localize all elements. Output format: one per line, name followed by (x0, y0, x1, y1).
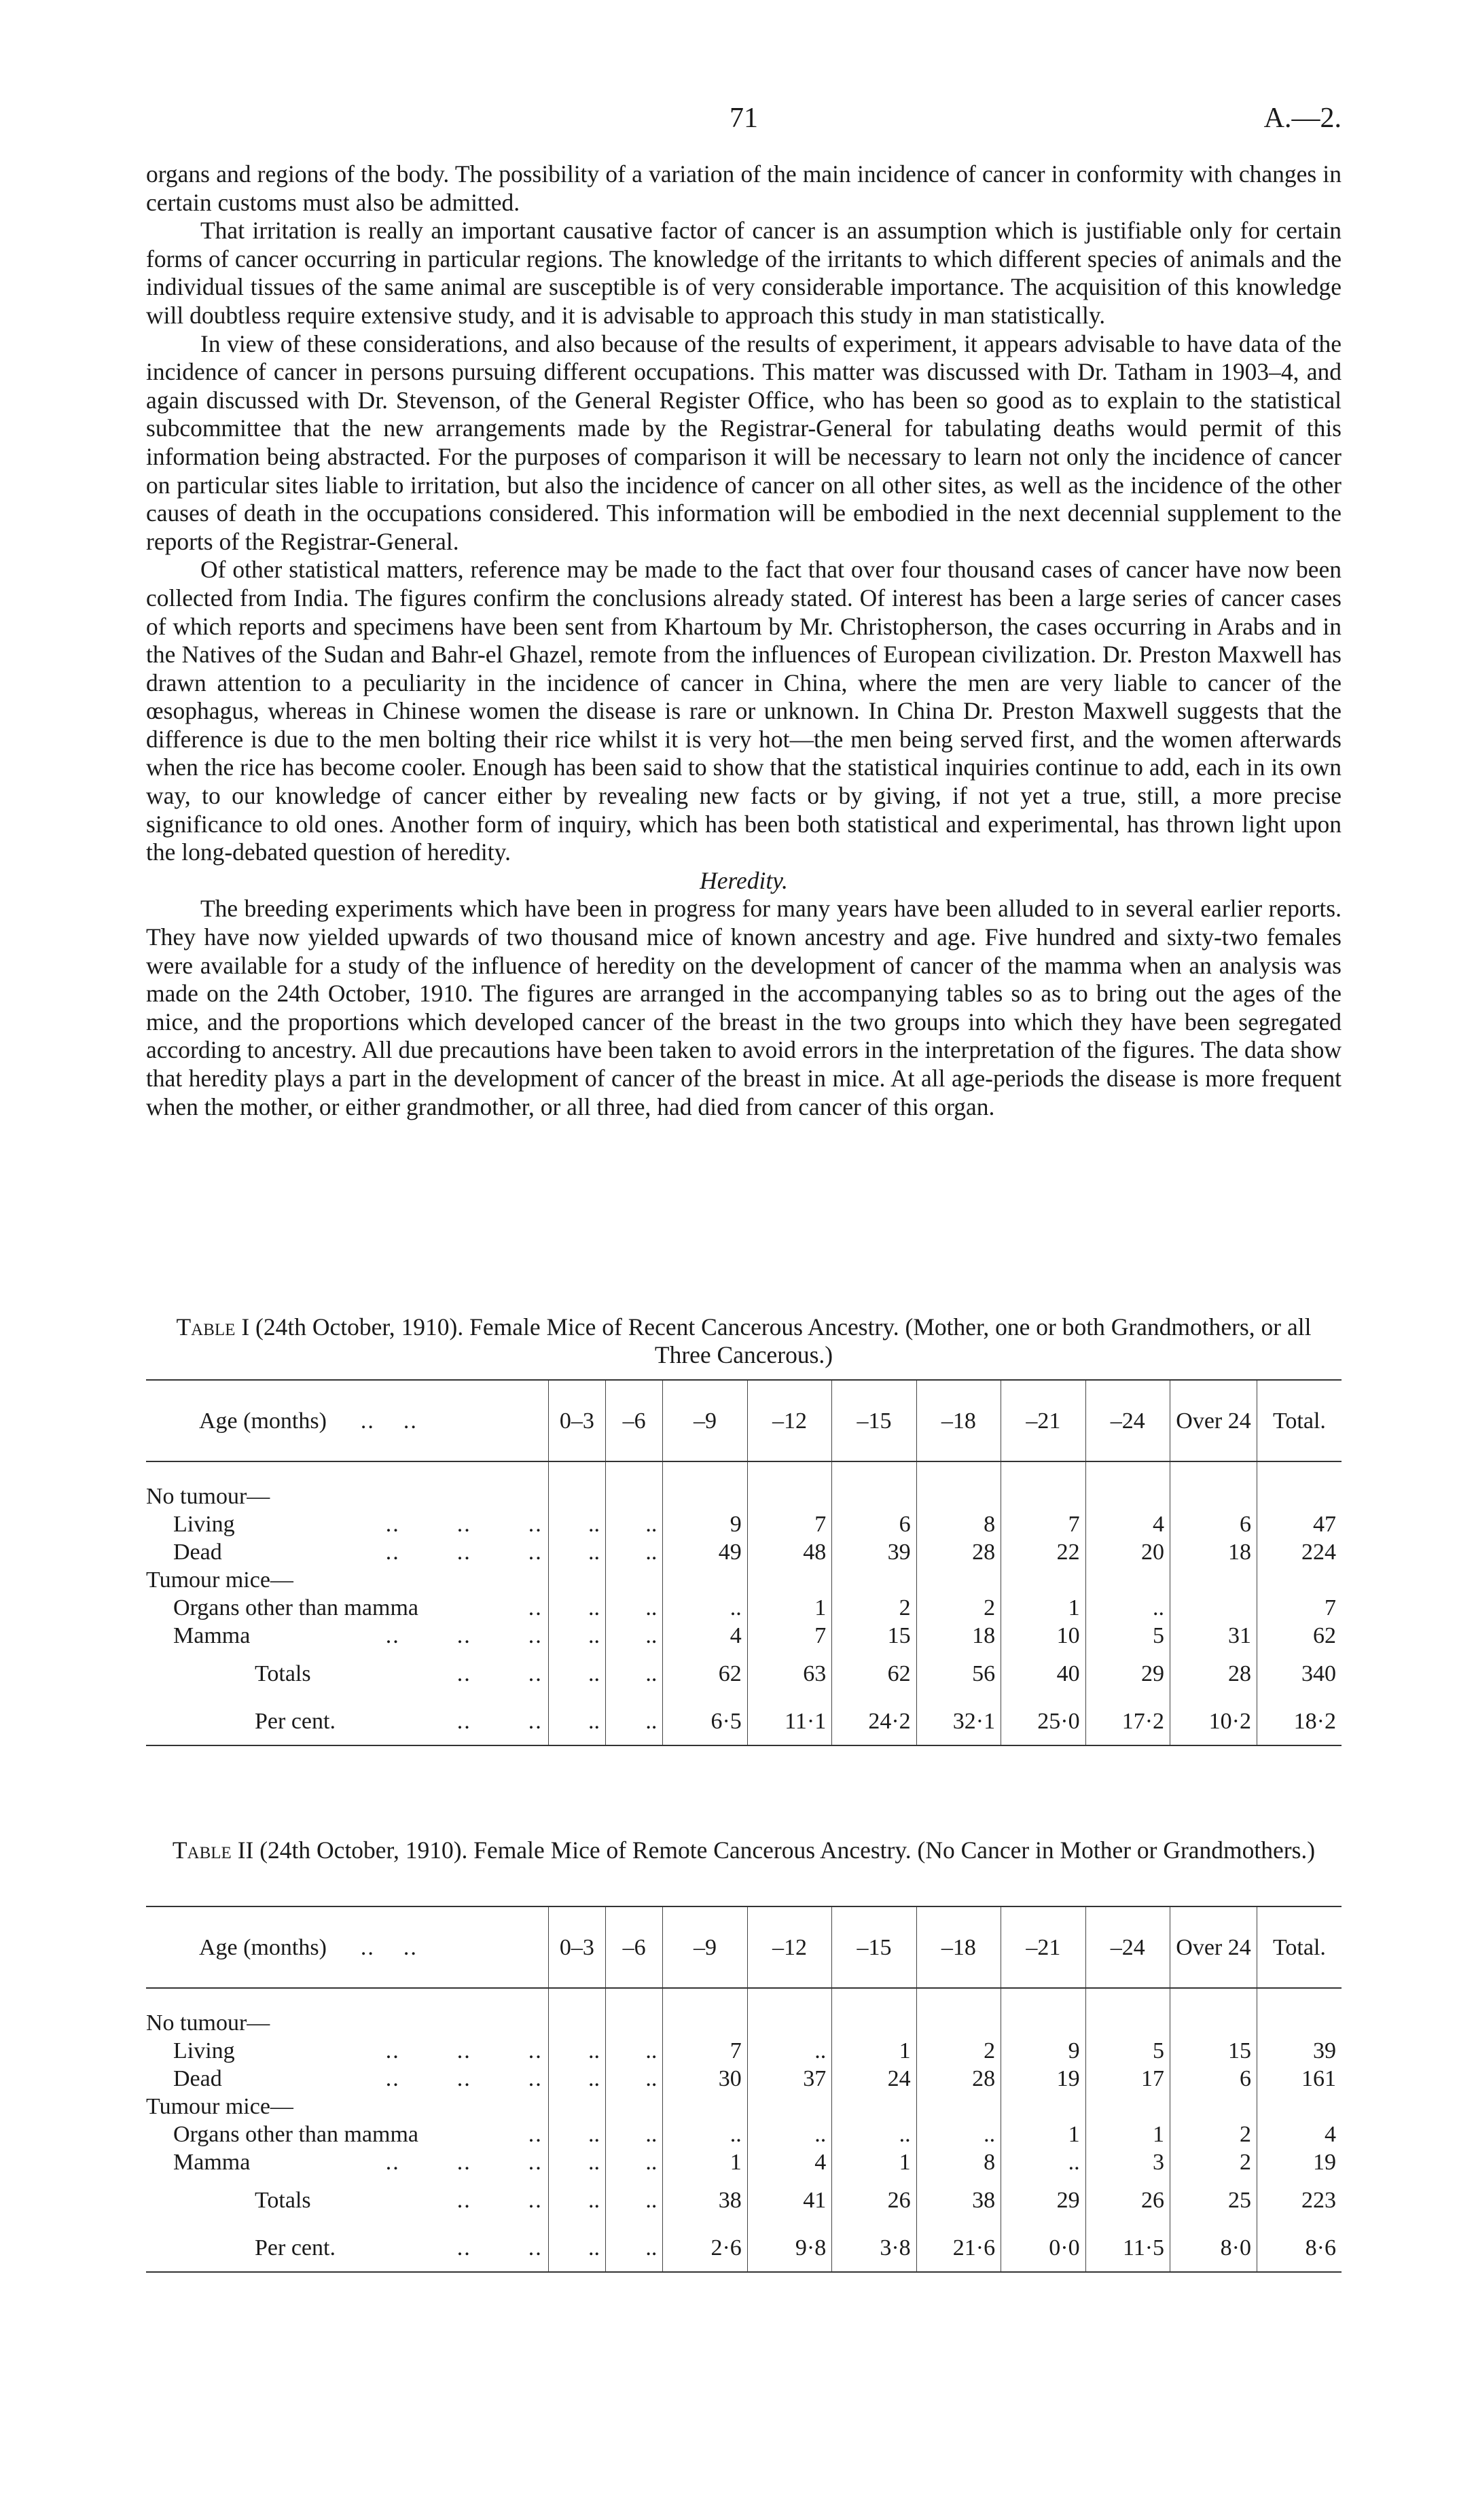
table-cell: 26 (832, 2176, 916, 2224)
table-cell: 6 (1170, 2065, 1257, 2093)
table-cell: 8 (916, 2148, 1001, 2176)
section-heading: Heredity. (700, 866, 788, 894)
table-cell: .. (606, 1622, 663, 1650)
table1-row-totals: Totals .. .. .. .. 62 63 62 56 40 29 28 340 (146, 1650, 1342, 1697)
table-cell: 223 (1257, 2176, 1342, 2224)
table-cell: 9·8 (747, 2224, 831, 2272)
table2-age-label: Age (months) .. .. (146, 1906, 548, 1988)
table-cell: 28 (1170, 1650, 1257, 1697)
table-cell: Tumour mice— (146, 1567, 293, 1593)
table-cell: 39 (1257, 2037, 1342, 2065)
table-cell: 4 (1085, 1510, 1170, 1538)
table-cell: 10 (1001, 1622, 1085, 1650)
body-text (146, 160, 1342, 1121)
table1-col-header: 0–3 (548, 1380, 605, 1461)
table-cell: .. (548, 2176, 605, 2224)
table-cell: 2 (832, 1594, 916, 1622)
table2-group-no-tumour (146, 2009, 1342, 2037)
table-cell: 56 (916, 1650, 1001, 1697)
table2-row-organs: Organs other than mamma .. .. .. .. .. .. .. 1 1 2 4 (146, 2120, 1342, 2148)
table-cell: 8 (916, 1510, 1001, 1538)
table-cell: .. (832, 2120, 916, 2148)
table-cell: .. (606, 2120, 663, 2148)
table-cell: 1 (832, 2037, 916, 2065)
table-cell: .. (548, 2120, 605, 2148)
table1-col-header: –12 (747, 1380, 831, 1461)
table-cell: 0·0 (1001, 2224, 1085, 2272)
table2-col-header: –15 (832, 1906, 916, 1988)
table-cell: 1 (663, 2148, 747, 2176)
table-cell: 8·0 (1170, 2224, 1257, 2272)
table-cell: 38 (916, 2176, 1001, 2224)
table-cell: .. (663, 2120, 747, 2148)
table-cell: 63 (747, 1650, 831, 1697)
table-cell: 7 (1257, 1594, 1342, 1622)
table1-header-row (146, 1380, 1342, 1461)
table-cell: 161 (1257, 2065, 1342, 2093)
table-cell: 19 (1257, 2148, 1342, 2176)
table-cell: 28 (916, 1538, 1001, 1566)
table2-group-tumour-mice (146, 2093, 1342, 2120)
table-cell: .. (1085, 1594, 1170, 1622)
table-cell: 19 (1001, 2065, 1085, 2093)
table1-col-header: –24 (1085, 1380, 1170, 1461)
table-cell: 41 (747, 2176, 831, 2224)
table-cell: 6·5 (663, 1697, 747, 1745)
table-cell: .. (548, 1650, 605, 1697)
table-cell: 15 (1170, 2037, 1257, 2065)
table2-row-dead: Dead .. .. .. .. .. 30 37 24 28 19 17 6 161 (146, 2065, 1342, 2093)
table-cell: 4 (663, 1622, 747, 1650)
table-cell: 6 (832, 1510, 916, 1538)
table-cell: .. (606, 1538, 663, 1566)
table-cell: 8·6 (1257, 2224, 1342, 2272)
table-cell: .. (916, 2120, 1001, 2148)
table-cell: .. (548, 1510, 605, 1538)
table-cell: .. (606, 2037, 663, 2065)
table-cell: 340 (1257, 1650, 1342, 1697)
table-cell: 62 (1257, 1622, 1342, 1650)
table-cell: 7 (1001, 1510, 1085, 1538)
table-cell: 18·2 (1257, 1697, 1342, 1745)
table-cell: 2 (1170, 2148, 1257, 2176)
table1-row-mamma: Mamma .. .. .. .. .. 4 7 15 18 10 5 31 62 (146, 1622, 1342, 1650)
table1-col-header: –15 (832, 1380, 916, 1461)
table-cell: 224 (1257, 1538, 1342, 1566)
table-cell: 62 (832, 1650, 916, 1697)
table2-caption-label: Table (172, 1836, 232, 1864)
table1-caption-label: Table (176, 1313, 236, 1341)
table-cell: 4 (1257, 2120, 1342, 2148)
table-cell: 38 (663, 2176, 747, 2224)
table-cell: 26 (1085, 2176, 1170, 2224)
table-cell: 4 (747, 2148, 831, 2176)
table1 (146, 1379, 1342, 1746)
table-cell: 29 (1085, 1650, 1170, 1697)
table-cell: 62 (663, 1650, 747, 1697)
table-cell: 29 (1001, 2176, 1085, 2224)
table-cell: 18 (916, 1622, 1001, 1650)
table-cell: .. (1001, 2148, 1085, 2176)
table1-col-header: –21 (1001, 1380, 1085, 1461)
table-cell: .. (548, 1622, 605, 1650)
table1-row-percent: Per cent. .. .. .. .. 6·5 11·1 24·2 32·1 25·0 17·2 10·2 18·2 (146, 1697, 1342, 1745)
table-cell: Tumour mice— (146, 2094, 293, 2119)
table2-row-percent: Per cent. .. .. .. .. 2·6 9·8 3·8 21·6 0·0 11·5 8·0 8·6 (146, 2224, 1342, 2272)
table-cell: .. (606, 2065, 663, 2093)
table-cell: 2·6 (663, 2224, 747, 2272)
table2-col-header: –21 (1001, 1906, 1085, 1988)
table-cell: 1 (1001, 1594, 1085, 1622)
table1-col-header: –9 (663, 1380, 747, 1461)
table2-row-mamma: Mamma .. .. .. .. .. 1 4 1 8 .. 3 2 19 (146, 2148, 1342, 2176)
table2-col-header: –18 (916, 1906, 1001, 1988)
table1-caption (146, 1313, 1342, 1369)
table1-col-header: –18 (916, 1380, 1001, 1461)
paragraph-irritation: That irritation is really an important causative factor of cancer is an assumption which is justifiable only for certain forms of cancer occurring in particular regions. The knowledge of the irritants to which different species of animals and the individual tissues of the same animal are susceptible is of very considerable importance. The acquisition of this knowledge will doubtless require extensive study, and it is advisable to approach this study in man statistically. (146, 217, 1342, 329)
table1-row-dead: Dead .. .. .. .. .. 49 48 39 28 22 20 18 224 (146, 1538, 1342, 1566)
table2-caption-text: II (24th October, 1910). Female Mice of Remote Cancerous Ancestry. (No Cancer in Mother or Grandmothers.) (237, 1836, 1316, 1864)
table-cell: 1 (1085, 2120, 1170, 2148)
table2-row-totals: Totals .. .. .. .. 38 41 26 38 29 26 25 223 (146, 2176, 1342, 2224)
table-cell: 9 (663, 1510, 747, 1538)
table2-header-row (146, 1906, 1342, 1988)
table-cell: No tumour— (146, 2010, 270, 2036)
table-cell: .. (606, 1650, 663, 1697)
paragraph-statistics: Of other statistical matters, reference may be made to the fact that over four thousand cases of cancer have now been collected from India. The figures confirm the conclusions already stated. Of interest has been a large series of cancer cases of which reports and specimens have been sent from Khartoum by Mr. Christopherson, the cases occurring in Arabs and in the Natives of the Sudan and Bahr-el Ghazel, remote from the influences of European civilization. Dr. Preston Maxwell has drawn attention to a peculiarity in the incidence of cancer in China, where the men are very liable to cancer of the œsophagus, whereas in Chinese women the disease is rare or unknown. In China Dr. Preston Maxwell suggests that the difference is due to the men bolting their rice whilst it is very hot—the men being served first, and the women afterwards when the rice has become cooler. Enough has been said to show that the statistical inquiries continue to add, each in its own way, to our knowledge of cancer either by revealing new facts or by giving, if not yet a true, still, a more precise significance to old ones. Another form of inquiry, which has been both statistical and experimental, has thrown light upon the long-debated question of heredity. (146, 556, 1342, 866)
table-cell: .. (606, 1594, 663, 1622)
table2-col-header: Total. (1257, 1906, 1342, 1988)
table1-row-living: Living .. .. .. .. .. 9 7 6 8 7 4 6 47 (146, 1510, 1342, 1538)
table-cell: 10·2 (1170, 1697, 1257, 1745)
table-cell: .. (747, 2037, 831, 2065)
table-cell: .. (606, 2224, 663, 2272)
table-cell: 32·1 (916, 1697, 1001, 1745)
table-cell: .. (606, 2176, 663, 2224)
table-cell (1170, 1594, 1257, 1622)
table-cell: 1 (747, 1594, 831, 1622)
table-cell: 30 (663, 2065, 747, 2093)
table-cell: 49 (663, 1538, 747, 1566)
table-cell: 7 (747, 1622, 831, 1650)
page-number: 71 (730, 103, 758, 134)
table-cell: 17 (1085, 2065, 1170, 2093)
table-cell: 3 (1085, 2148, 1170, 2176)
table2-col-header: Over 24 (1170, 1906, 1257, 1988)
table-cell: 9 (1001, 2037, 1085, 2065)
table-cell: 48 (747, 1538, 831, 1566)
table-cell: 39 (832, 1538, 916, 1566)
table-cell: .. (548, 2065, 605, 2093)
table-cell: .. (606, 2148, 663, 2176)
table1-group-no-tumour (146, 1483, 1342, 1510)
table-cell: 28 (916, 2065, 1001, 2093)
paragraph-heredity: The breeding experiments which have been in progress for many years have been alluded to in several earlier reports. They have now yielded upwards of two thousand mice of known ancestry and age. Five hundred and sixty-two females were available for a study of the influence of heredity on the development of cancer of the mamma when an analysis was made on the 24th October, 1910. The figures are arranged in the accompanying tables so as to bring out the ages of the mice, and the proportions which developed cancer of the breast in the two groups into which they have been segregated according to ancestry. All due precautions have been taken to avoid errors in the interpretation of the figures. The data show that heredity plays a part in the development of cancer of the breast in mice. At all age-periods the disease is more frequent when the mother, or either grandmother, or all three, had died from cancer of this organ. (146, 895, 1342, 1120)
table-cell: 22 (1001, 1538, 1085, 1566)
table-cell: .. (548, 1538, 605, 1566)
table-cell: 47 (1257, 1510, 1342, 1538)
table-cell: 5 (1085, 2037, 1170, 2065)
table-cell: 1 (1001, 2120, 1085, 2148)
table-cell: 24 (832, 2065, 916, 2093)
page-header (146, 102, 1342, 143)
table-cell: 40 (1001, 1650, 1085, 1697)
table-cell: 37 (747, 2065, 831, 2093)
table1-col-header: Over 24 (1170, 1380, 1257, 1461)
table-cell: 2 (916, 1594, 1001, 1622)
table-cell: .. (548, 1697, 605, 1745)
table-cell: 25·0 (1001, 1697, 1085, 1745)
table2-row-living: Living .. .. .. .. .. 7 .. 1 2 9 5 15 39 (146, 2037, 1342, 2065)
table2 (146, 1906, 1342, 2273)
table2-col-header: 0–3 (548, 1906, 605, 1988)
table1-col-header: –6 (606, 1380, 663, 1461)
table-cell: 24·2 (832, 1697, 916, 1745)
table-cell: 31 (1170, 1622, 1257, 1650)
table-cell: 18 (1170, 1538, 1257, 1566)
table-cell: 17·2 (1085, 1697, 1170, 1745)
table-cell: 7 (747, 1510, 831, 1538)
table-cell: 3·8 (832, 2224, 916, 2272)
table-cell: 5 (1085, 1622, 1170, 1650)
paragraph-occupations: In view of these considerations, and also because of the results of experiment, it appears advisable to have data of the incidence of cancer in persons pursuing different occupations. This matter was discussed with Dr. Tatham in 1903–4, and again discussed with Dr. Stevenson, of the General Register Office, who has been so good as to explain to the statistical subcommittee that the new arrangements made by the Registrar-General for tabulating deaths would permit of this information being abstracted. For the purposes of comparison it will be necessary to learn not only the incidence of cancer on particular sites liable to irritation, but also the incidence of cancer on all other sites, as well as the incidence of the other causes of death in the occupations considered. This information will be embodied in the next decennial supplement to the reports of the Registrar-General. (146, 330, 1342, 555)
table-cell: .. (548, 2037, 605, 2065)
table2-col-header: –24 (1085, 1906, 1170, 1988)
table-cell: 15 (832, 1622, 916, 1650)
table-cell: 7 (663, 2037, 747, 2065)
table-cell: .. (548, 2224, 605, 2272)
table2-col-header: –12 (747, 1906, 831, 1988)
table-cell: 25 (1170, 2176, 1257, 2224)
document-reference: A.—2. (1263, 103, 1342, 134)
table-cell: 20 (1085, 1538, 1170, 1566)
table-cell: 2 (1170, 2120, 1257, 2148)
table1-row-organs: Organs other than mamma .. .. .. .. 1 2 2 1 .. 7 (146, 1594, 1342, 1622)
table-cell: 11·5 (1085, 2224, 1170, 2272)
table1-col-header: Total. (1257, 1380, 1342, 1461)
table-cell: .. (606, 1510, 663, 1538)
table1-caption-text: I (24th October, 1910). Female Mice of Recent Cancerous Ancestry. (Mother, one or both Grandmothers, or all Three Cancerous.) (241, 1313, 1312, 1368)
table-cell: .. (606, 1697, 663, 1745)
table2-col-header: –6 (606, 1906, 663, 1988)
table1-group-tumour-mice (146, 1566, 1342, 1594)
table-cell: .. (548, 1594, 605, 1622)
table2-caption (146, 1836, 1342, 1864)
table-cell: .. (663, 1594, 747, 1622)
table1-age-label: Age (months) .. .. (146, 1380, 548, 1461)
table-cell: 11·1 (747, 1697, 831, 1745)
table-cell: 21·6 (916, 2224, 1001, 2272)
table-cell: 6 (1170, 1510, 1257, 1538)
paragraph-continuation: organs and regions of the body. The possibility of a variation of the main incidence of cancer in conformity with changes in certain customs must also be admitted. (146, 160, 1342, 216)
table-cell: No tumour— (146, 1484, 270, 1509)
table-cell: .. (548, 2148, 605, 2176)
table-cell: .. (747, 2120, 831, 2148)
table-cell: 2 (916, 2037, 1001, 2065)
table-cell: 1 (832, 2148, 916, 2176)
table2-col-header: –9 (663, 1906, 747, 1988)
